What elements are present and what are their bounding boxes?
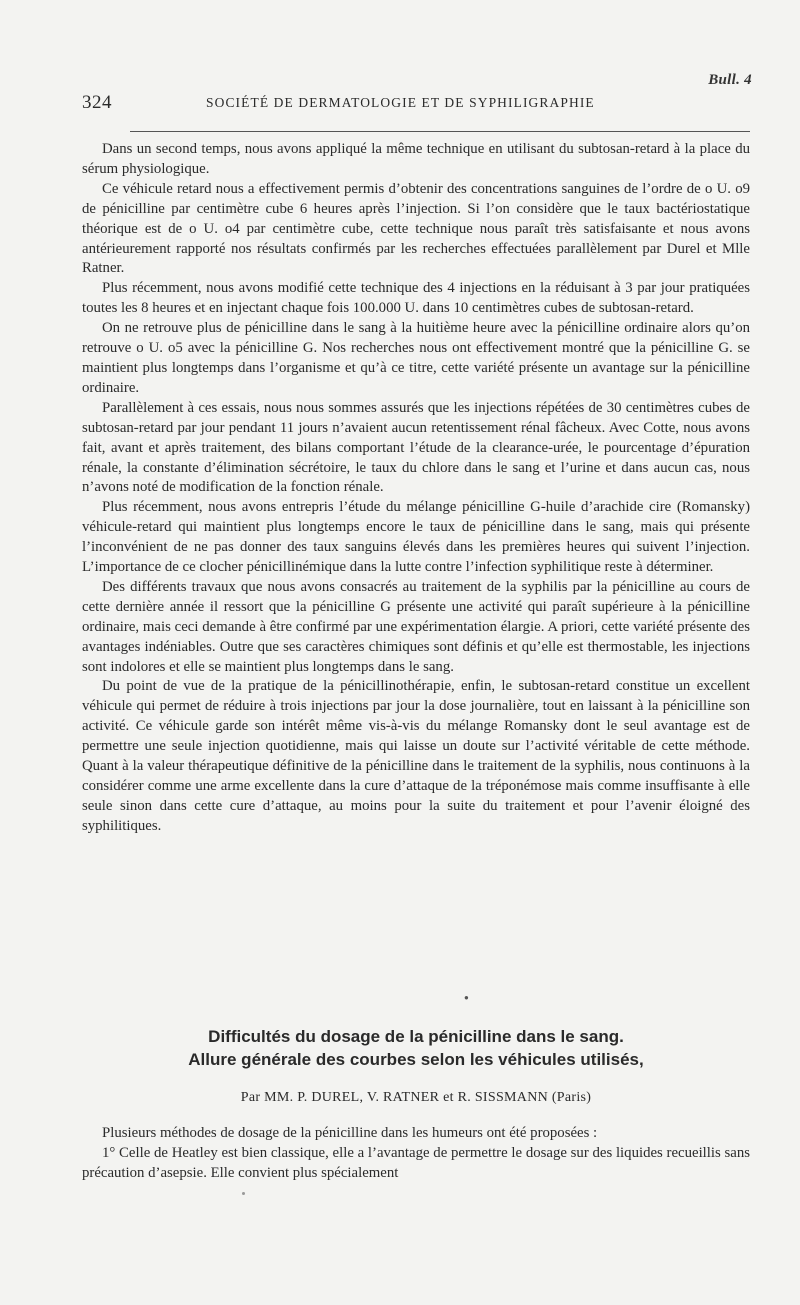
article-authors: Par MM. P. DUREL, V. RATNER et R. SISSMANN (Paris): [240, 1090, 592, 1105]
paragraph: Plus récemment, nous avons entrepris l’étude du mélange pénicilline G-huile d’arachide cire (Romansky) véhicule-retard qui maintient plus longtemps encore le taux de pénicilline dans le sang, mais qui présente l’inconvénient de ne pas donner des taux sanguins élevés dans les premières heures qui suivent l’injection. L’importance de ce clocher pénicillinémique dans la lutte contre l’infection syphilitique reste à déterminer.: [82, 499, 750, 576]
article-intro: [82, 1124, 750, 1184]
page-header: [82, 92, 750, 112]
page-number: 324: [82, 92, 112, 113]
paragraph: Du point de vue de la pratique de la pénicillinothérapie, enfin, le subtosan-retard constitue un excellent véhicule qui permet de réduire à trois injections par jour la dose journalière, tout en laissant à la pénicilline son activité. Ce véhicule garde son intérêt même vis-à-vis du mélange Romansky dont le seul avantage est de permettre une seule injection quotidienne, mais qui laisse un doute sur l’activité véritable de cette méthode. Quant à la valeur thérapeutique définitive de la pénicilline dans le traitement de la syphilis, nous continuons à la considérer comme une arme excellente dans la cure d’attaque de la tréponémose mais comme insuffisante à elle seule sinon dans cette cure d’attaque, au moins pour la suite du traitement et pour l’avenir éloigné des syphilitiques.: [82, 678, 750, 834]
header-rule: [130, 131, 750, 132]
paragraph: Dans un second temps, nous avons appliqué la même technique en utilisant du subtosan-retard à la place du sérum physiologique.: [82, 141, 750, 177]
article-continuation: [82, 140, 750, 837]
paragraph: Des différents travaux que nous avons consacrés au traitement de la syphilis par la pénicilline au cours de cette dernière année il ressort que la pénicilline G présente une activité qui paraît supérieure à la pénicilline ordinaire, mais ceci demande à être confirmé par une expérimentation élargie. A priori, cette variété présente des avantages indéniables. Outre que ses caractères chimiques sont définis et qu’elle est thermostable, les injections sont indolores et elle se maintient plus longtemps dans le sang.: [82, 578, 750, 675]
article-title-line: Allure générale des courbes selon les véhicules utilisés,: [188, 1050, 644, 1069]
paragraph: On ne retrouve plus de pénicilline dans le sang à la huitième heure avec la pénicilline ordinaire alors qu’on retrouve o U. o5 avec la pénicilline G. Nos recherches nous ont effectivement montré que la pénicilline G. se maintient plus longtemps dans l’organisme et qu’à ce titre, cette variété présente un avantage sur la pénicilline ordinaire.: [82, 320, 750, 396]
paragraph: Plus récemment, nous avons modifié cette technique des 4 injections en la réduisant à 3 par jour pratiquées toutes les 8 heures et en injectant chaque fois 100.000 U. dans 10 centimètres cubes de subtosan-retard.: [82, 280, 750, 317]
paragraph: Ce véhicule retard nous a effectivement permis d’obtenir des concentrations sanguines de l’ordre de o U. o9 de pénicilline par centimètre cube 6 heures après l’injection. Si l’on considère que le taux bactériostatique théorique est de o U. o4 par centimètre cube, cette technique nous paraît très satisfaisante et nous avons antérieurement rapporté nos résultats confirmés par les recherches effectuées parallèlement par Durel et Mlle Ratner.: [82, 180, 750, 277]
paragraph: Plusieurs méthodes de dosage de la pénicilline dans les humeurs ont été proposées :: [102, 1125, 598, 1141]
paragraph: 1° Celle de Heatley est bien classique, elle a l’avantage de permettre le dosage sur des liquides recueillis sans précaution d’asepsie. Elle convient plus spécialement: [82, 1144, 750, 1181]
paragraph: Parallèlement à ces essais, nous nous sommes assurés que les injections répétées de 30 centimètres cubes de subtosan-retard par jour pendant 11 jours n’avaient aucun retentissement rénal fâcheux. Avec Cotte, nous avons fait, avant et après traitement, des bilans comportant l’étude de la clearance-urée, le pourcentage d’épuration rénale, la constante d’élimination sécrétoire, le taux du chlore dans le sang et l’urine et dans aucun cas, nous n’avons noté de modification de la fonction rénale.: [82, 399, 750, 496]
article-title: [82, 1025, 750, 1071]
article-title-line: Difficultés du dosage de la pénicilline dans le sang.: [208, 1027, 624, 1046]
running-title: SOCIÉTÉ DE DERMATOLOGIE ET DE SYPHILIGRAPHIE: [206, 95, 595, 110]
print-speck: [242, 1192, 245, 1195]
bulletin-annotation: Bull. 4: [708, 72, 752, 88]
section-ornament: ●: [464, 993, 469, 1002]
